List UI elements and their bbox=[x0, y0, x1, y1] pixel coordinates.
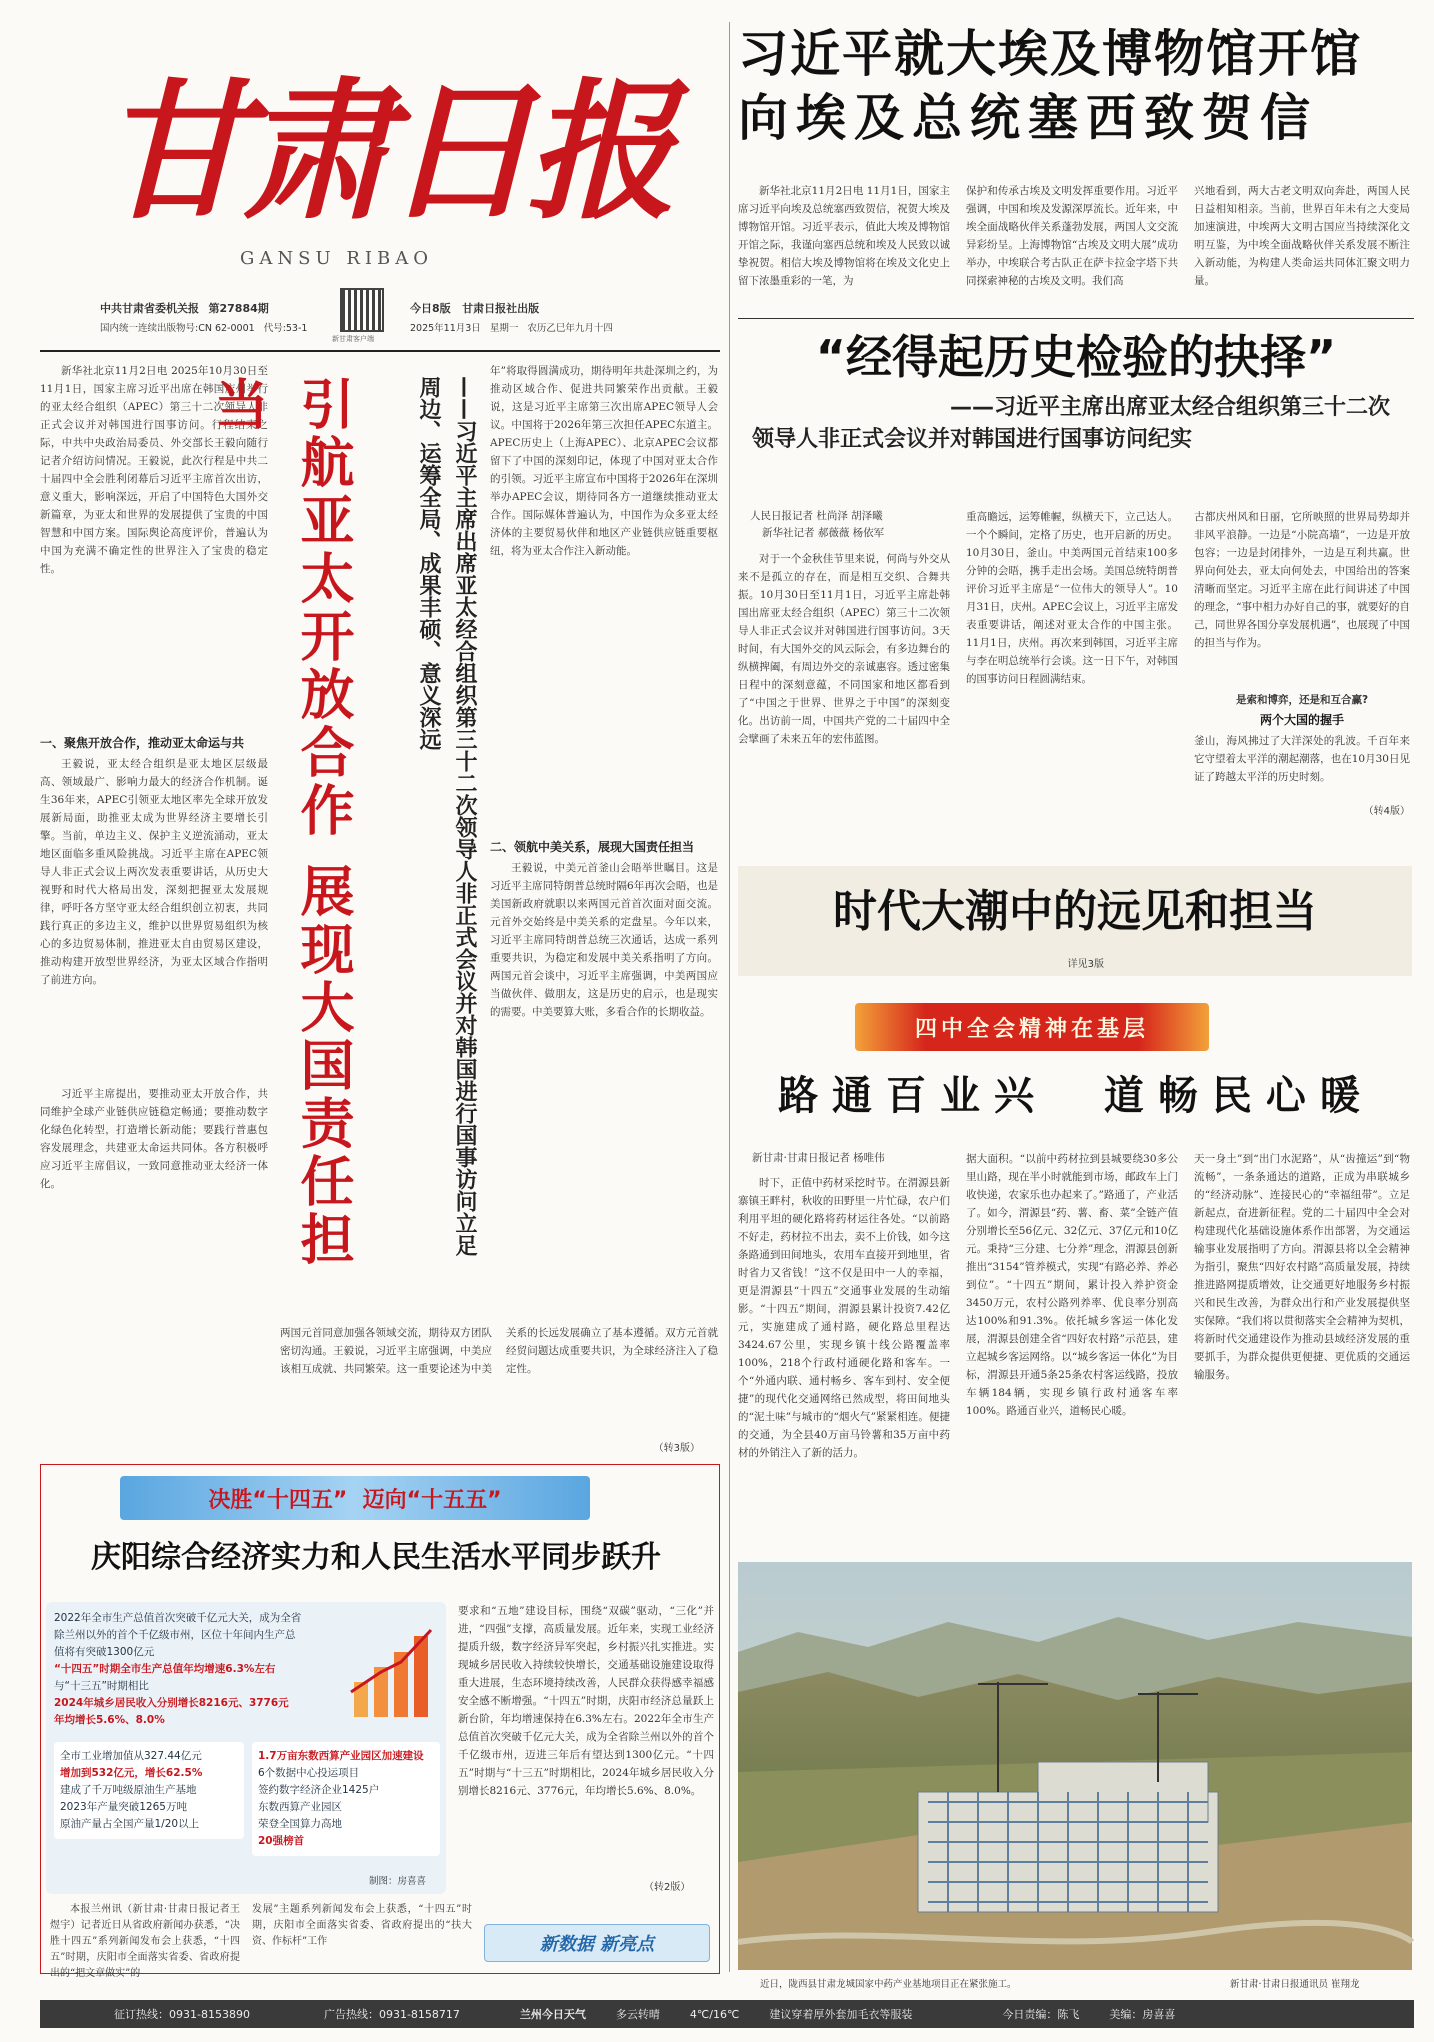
qingyang-banner bbox=[120, 1476, 590, 1520]
info-block-1 bbox=[54, 1610, 304, 1729]
info1-line-2: 与“十三五”时期相比 bbox=[54, 1680, 149, 1692]
photo-caption: 近日，陇西县甘肃龙城国家中药产业基地项目正在紧张施工。 bbox=[760, 1979, 1017, 1990]
qingyang-infographic bbox=[46, 1602, 446, 1894]
info3-line-4: 荣登全国算力高地 bbox=[258, 1818, 342, 1830]
lead-jump[interactable]: （转3版） bbox=[653, 1443, 700, 1454]
qr-caption: 新甘肃客户端 bbox=[332, 335, 374, 343]
top-story bbox=[738, 22, 1414, 312]
road-story-col-2: 据大面积。“以前中药材拉到县城要绕30多公里山路，现在半小时就能到市场，邮政车上门收快递，农家乐也办起来了。”路通了，产业活了。如今，渭源县“药、薯、畜、菜”全链产值分别增长至56亿元、32亿元、37亿元和10亿元。秉持“三分建、七分养”理念，渭源县创新推出“3154”管养模式，实现“有路必养、养必到位”。“十四五”期间，累计投入养护资金3450万元，农村公路列养率、优良率分别高达100%和91.3%。依托城乡客运一体化发展，渭源县创建全省“四好农村路”示范县，建立起城乡客运网络。以“城乡客运一体化”为目标，渭源县开通5条25条农村客运线路，投放车辆184辆，实现乡镇行政村通客车率100%。路通百业兴，道畅民心暖。 bbox=[966, 1153, 1178, 1417]
lead-col-3: 两国元首同意加强各领域交流，期待双方团队密切沟通。王毅说，习近平主席强调，中美应该相互成就、共同繁荣。这一重要论述为中美关系的长远发展确立了基本遵循。双方元首就经贸问题达成重要共识，为全球经济注入了稳定性。 bbox=[280, 1327, 718, 1375]
column-divider bbox=[729, 22, 730, 1972]
weekday: 星期一 bbox=[489, 323, 519, 334]
weather-condition: 多云转晴 bbox=[615, 2008, 660, 2021]
special-story-subheadline-1: ——习近平主席出席亚太经合组织第三十二次 bbox=[949, 395, 1390, 420]
special-story-mini-title-1: 是索和博弈，还是和互合赢? bbox=[1235, 694, 1369, 706]
page-footer bbox=[40, 2000, 1414, 2028]
lead-section-1-title: 一、聚焦开放合作，推动亚太命运与共 bbox=[40, 736, 245, 750]
qingyang-footer-col-2: 发展”主题系列新闻发布会上获悉，“十四五”时期，庆阳市全面落实省委、省政府提出的“扶大资、作标杆”工作 bbox=[252, 1904, 472, 1947]
photo-credit: 新甘肃·甘肃日报通讯员 崔翔龙 bbox=[1230, 1979, 1360, 1990]
special-story-byline-1: 人民日报记者 杜尚泽 胡泽曦 bbox=[750, 510, 883, 522]
info2-line-4: 原油产量占全国产量1/20以上 bbox=[60, 1818, 200, 1830]
special-story-col-3b: 釜山，海风拂过了大洋深处的乳波。千百年来它守望着太平洋的潮起潮落，也在10月30日见证了跨越太平洋的历史时刻。 bbox=[1194, 735, 1410, 783]
info3-line-3: 东数西算产业园区 bbox=[258, 1801, 342, 1813]
info2-line-1: 增加到532亿元，增长62.5% bbox=[60, 1767, 203, 1779]
new-data-badge[interactable] bbox=[484, 1924, 710, 1962]
commentary-ref: 详见3版 bbox=[1067, 959, 1104, 970]
weather-label: 兰州今日天气 bbox=[519, 2008, 586, 2021]
info-block-2 bbox=[54, 1742, 244, 1839]
info3-line-1: 6个数据中心投运项目 bbox=[258, 1767, 360, 1779]
postal-code: 代号:53-1 bbox=[263, 323, 308, 334]
lead-headline[interactable]: 引航亚太开放合作 展现大国责任担当 bbox=[206, 376, 355, 1269]
subscription-hotline: 征订热线：0931-8153890 bbox=[114, 2008, 250, 2021]
special-story-headline[interactable]: “经得起历史检验的抉择” bbox=[815, 330, 1337, 384]
lead-col-2: 年”将取得圆满成功，期待明年共赴深圳之约，为推动区域合作、促进共同繁荣作出贡献。王毅说，这是习近平主席第三次出席APEC领导人会议。中国将于2026年第三次担任APEC东道主。APEC历史上（上海APEC）、北京APEC会议都留下了中国的深刻印记，体现了中国对亚太合作的引领。习近平主席宣布中国将于2026年在深圳举办APEC会议，期待同各方一道继续推动亚太合作。国际媒体普遍认为，中国作为众多亚太经济体的主要贸易伙伴和地区产业链供应链重要枢纽，将为亚太合作注入新动能。 bbox=[490, 365, 718, 557]
publisher: 甘肃日报社出版 bbox=[462, 302, 540, 315]
top-story-headline-1[interactable]: 习近平就大埃及博物馆开馆 bbox=[738, 25, 1362, 83]
newspaper-logo: 甘肃日报 bbox=[100, 64, 669, 240]
lead-section-2: 王毅说，中美元首釜山会晤举世瞩目。这是习近平主席同特朗普总统时隔6年再次会晤，也是美国新政府就职以来两国元首首次面对面交流。元首外交始终是中美关系的定盘星。今年以来，习近平主席同特朗普总统三次通话，达成一系列重要共识，为稳定和发展中美关系指明了方向。两国元首会谈中，习近平主席强调，中美两国应当做伙伴、做朋友，这是历史的启示，也是现实的需要。中美要算大账，多看合作的长期收益。 bbox=[490, 862, 718, 1018]
plenum-banner-text: 四中全会精神在基层 bbox=[914, 1016, 1149, 1042]
road-story-col-1: 时下，正值中药材采挖时节。在渭源县新寨镇王畔村，秋收的田野里一片忙碌，农户们利用平坦的硬化路将药材运往各处。“以前路不好走，药材拉不出去，卖不上价钱，如今这条路通到田间地头，农用车直接开到地里，省时省力又省钱！”这不仅是田中一人的幸福，更是渭源县“十四五”交通事业发展的生动缩影。“十四五”期间，渭源县累计投资7.42亿元，实施建成了通村路，硬化路总里程达3424.67公里，实现乡镇十线公路覆盖率100%，218个行政村通硬化路和客车。一个“外通内联、通村畅乡、客车到村、安全便捷”的现代化交通网络已然成型，将田间地头的“泥土味”与城市的“烟火气”紧紧相连。便捷的交通，为全县40万亩马铃薯和35万亩中药材的外销注入了新的活力。 bbox=[738, 1177, 950, 1459]
lead-subheadline: ——习近平主席出席亚太经合组织第三十二次领导人非正式会议并对韩国进行国事访问立足周边、运筹全局、成果丰硕、意义深远 bbox=[416, 376, 477, 1256]
info-block-3 bbox=[252, 1742, 440, 1856]
masthead-divider bbox=[40, 350, 720, 352]
sponsor: 中共甘肃省委机关报 bbox=[100, 302, 199, 315]
designer: 美编：房喜喜 bbox=[1109, 2008, 1176, 2021]
special-story-subheadline-2: 领导人非正式会议并对韩国进行国事访问纪实 bbox=[752, 427, 1193, 452]
news-photo[interactable] bbox=[738, 1562, 1412, 1970]
lead-section-1: 王毅说，亚太经合组织是亚太地区层级最高、领域最广、影响力最大的经济合作机制。诞生36年来，APEC引领亚太地区率先全球开放发展新局面，助推亚太成为世界经济主要增长引擎。当前，单边主义、保护主义逆流涌动，亚太地区面临多重风险挑战。习近平主席在APEC领导人非正式会议上两次发表重要讲话，从历史大视野和时代大格局出发，深刻把握亚太发展规律，呼吁各方坚守亚太经合组织创立初衷，共同践行真正的多边主义，维护以世界贸易组织为核心的多边贸易体制，推进亚太自由贸易区建设，推动构建开放型世界经济，为亚太区域合作指明了前进方向。 bbox=[40, 758, 268, 986]
special-story-mini-title-2: 两个大国的握手 bbox=[1259, 713, 1344, 727]
special-story-col-3: 古都庆州风和日丽，它所映照的世界局势却并非风平浪静。一边是“小院高墙”，一边是开放包容；一边是封闭排外，一边是互利共赢。世界向何处去，亚太向何处去，中国给出的答案清晰而坚定。习近平主席在此行间讲述了中国的理念，“事中相力办好自己的事，就要好的自己，同世界各国分享发展机遇”，也展现了中国的担当与作为。 bbox=[1194, 511, 1410, 649]
road-story-headline[interactable]: 路通百业兴 道畅民心暖 bbox=[778, 1072, 1374, 1119]
issue-number: 第27884期 bbox=[208, 302, 269, 315]
issue-date: 2025年11月3日 bbox=[410, 323, 481, 334]
info1-line-0: 2022年全市生产总值首次突破千亿元大关，成为全省除兰州以外的首个千亿级市州，区位十年间内生产总值将有突破1300亿元 bbox=[54, 1612, 302, 1658]
special-story-byline-2: 新华社记者 郝薇薇 杨依军 bbox=[762, 527, 885, 539]
plenum-banner bbox=[855, 1003, 1209, 1051]
top-story-headline-2[interactable]: 向埃及总统塞西致贺信 bbox=[738, 89, 1318, 147]
qingyang-headline[interactable]: 庆阳综合经济实力和人民生活水平同步跃升 bbox=[91, 1540, 661, 1575]
info1-line-3: 2024年城乡居民收入分别增长8216元、3776元 bbox=[54, 1697, 289, 1709]
qingyang-body: 要求和“五地”建设目标，围绕“双碳”驱动，“三化”并进，“四强”支撑，高质量发展。近年来，实现工业经济提质升级，数字经济异军突起，乡村振兴扎实推进。实现城乡居民收入持续较快增长，交通基础设施建设取得重大进展，生态环境持续改善，人民群众获得感幸福感安全感不断增强。“十四五”时期，庆阳市经济总量跃上新台阶，年均增速保持在6.3%左右。2022年全市生产总值首次突破千亿元大关，成为全省除兰州以外的首个千亿级市州，迈进三年后有望达到1300亿元。“十四五”时期与“十三五”时期相比，2024年城乡居民收入分别增长8216元、3776元，年均增长5.6%、8.0%。 bbox=[458, 1605, 714, 1797]
lead-section-2-title: 二、领航中美关系，展现大国责任担当 bbox=[490, 840, 695, 854]
construction-site-photo bbox=[738, 1562, 1412, 1970]
lead-story bbox=[40, 362, 720, 1454]
special-story bbox=[738, 326, 1414, 826]
new-data-text: 新数据 新亮点 bbox=[539, 1934, 655, 1955]
lunar-date: 农历乙巳年九月十四 bbox=[527, 323, 613, 334]
editor: 今日责编：陈飞 bbox=[1002, 2008, 1080, 2021]
qingyang-banner-text: 决胜“十四五” 迈向“十五五” bbox=[208, 1487, 502, 1513]
top-story-divider bbox=[738, 318, 1414, 319]
advertising-hotline: 广告热线：0931-8158717 bbox=[323, 2008, 460, 2021]
qingyang-footer-text: 本报兰州讯（新甘肃·甘肃日报记者王煜宇）记者近日从省政府新闻办获悉，“决胜十四五”系列新闻发布会上获悉，“十四五”时期，庆阳市全面落实省委、省政府提出的“把文章做实”的 bbox=[50, 1904, 240, 1979]
qr-code[interactable] bbox=[340, 288, 384, 332]
road-story-col-3: 天一身土”到“出门水泥路”，从“齿撞运”到“物流畅”，一条条通达的道路，正成为串联城乡的“经济动脉”、连接民心的“幸福纽带”。立足新起点，奋进新征程。党的二十届四中全会对构建现代化基础设施体系作出部署，为交通运输事业发展指明了方向。渭源县将以全会精神为指引，聚焦“四好农村路”高质量发展，持续推进路网提质增效，让交通更好地服务乡村振兴和民生改善，为群众出行和产业发展提供坚实保障。“我们将以贯彻落实全会精神为契机，将新时代交通建设作为推动县域经济发展的重要抓手，为群众提供更便捷、更优质的交通运输服务。 bbox=[1194, 1153, 1410, 1381]
commentary-headline[interactable]: 时代大潮中的远见和担当 bbox=[833, 886, 1317, 937]
info2-line-3: 2023年产量突破1265万吨 bbox=[60, 1801, 187, 1813]
top-story-col-1: 新华社北京11月2日电 11月1日，国家主席习近平向埃及总统塞西致贺信，祝贺大埃及博物馆开馆。习近平表示，值此大埃及博物馆开馆之际，我谨向塞西总统和埃及人民致以诚挚祝贺。相信大埃及博物馆将在埃及文化史上留下浓墨重彩的一笔，为 bbox=[738, 185, 950, 287]
newspaper-pinyin: GANSU RIBAO bbox=[240, 248, 433, 269]
road-story-byline: 新甘肃·甘肃日报记者 杨唯伟 bbox=[752, 1152, 885, 1164]
cn-number: 国内统一连续出版物号:CN 62-0001 bbox=[100, 323, 255, 334]
masthead-info bbox=[100, 300, 720, 344]
info2-line-2: 建成了千万吨级原油生产基地 bbox=[60, 1784, 197, 1796]
edition-count: 今日8版 bbox=[410, 302, 451, 315]
top-story-col-3: 兴地看到，两大古老文明双向奔赴，两国人民日益相知相亲。当前，世界百年未有之大变局加速演进，中埃两大文明古国应当持续深化文明互鉴，为中埃全面战略伙伴关系发展不断注入新动能，为构建人类命运共同体汇聚文明力量。 bbox=[1194, 185, 1410, 287]
lead-section-1b: 习近平主席提出，要推动亚太开放合作，共同维护全球产业链供应链稳定畅通；要推动数字化绿色化转型，打造增长新动能；要践行普惠包容发展理念，共建亚太命运共同体。各方积极呼应习近平主席倡议，一致同意推动亚太经济一体化。 bbox=[40, 1088, 268, 1190]
info-credit: 制图：房喜喜 bbox=[368, 1876, 426, 1887]
commentary-box[interactable] bbox=[738, 866, 1412, 976]
info1-line-1: “十四五”时期全市生产总值年均增速6.3%左右 bbox=[54, 1663, 276, 1675]
special-story-jump[interactable]: （转4版） bbox=[1363, 806, 1410, 817]
weather-temperature: 4℃/16℃ bbox=[689, 2007, 740, 2021]
special-story-col-2: 重高瞻远，运筹帷幄，纵横天下，立己达人。一个个瞬间，定格了历史，也开启新的历史。10月30日，釜山。中美两国元首结束100多分钟的会晤，携手走出会场。美国总统特朗普评价习近平主席是“一位伟大的领导人”。10月31日，庆州。APEC会议上，习近平主席发表重要讲话，阐述对亚太合作的中国主张。11月1日，庆州。再次来到韩国，习近平主席与李在明总统举行会谈。这一日下午，对韩国的国事访问日程圆满结束。 bbox=[966, 511, 1178, 685]
qingyang-jump[interactable]: （转2版） bbox=[644, 1882, 691, 1893]
clothing-advice: 建议穿着厚外套加毛衣等服装 bbox=[769, 2008, 913, 2021]
info3-line-5: 20强榜首 bbox=[258, 1835, 305, 1847]
info2-line-0: 全市工业增加值从327.44亿元 bbox=[60, 1750, 202, 1762]
top-story-col-2: 保护和传承古埃及文明发挥重要作用。习近平强调，中国和埃及发源深厚流长。近年来，中埃全面战略伙伴关系蓬勃发展，两国人文交流异彩纷呈。上海博物馆“古埃及文明大展”成功举办，中埃联合考古队正在萨卡拉金字塔下共同探索神秘的古埃及文明。我们高 bbox=[966, 185, 1178, 287]
info1-line-4: 年均增长5.6%、8.0% bbox=[54, 1714, 165, 1726]
growth-chart-icon bbox=[346, 1622, 436, 1722]
special-story-col-1: 对于一个金秋佳节里来说，何尚与外交从来不是孤立的存在，而是相互交织、合舞共振。10月30日至11月1日，习近平主席赴韩国出席亚太经合组织（APEC）第三十二次领导人非正式会议并对韩国进行国事访问。3天时间，有大国外交的风云际会，有多边舞台的纵横捭阖，有周边外交的亲诚惠容。透过密集日程中的深刻意蕴，不同国家和地区都看到了“中国之于世界、世界之于中国”的深刻变化。出访前一周，中国共产党的二十届四中全会擘画了未来五年的宏伟蓝图。 bbox=[738, 553, 950, 745]
info3-line-2: 签约数字经济企业1425户 bbox=[258, 1784, 380, 1796]
lead-intro: 新华社北京11月2日电 2025年10月30日至11月1日，国家主席习近平出席在韩国庆州举行的亚太经合组织（APEC）第三十二次领导人非正式会议并对韩国进行国事访问。行程结束之际，中共中央政治局委员、外交部长王毅向随行记者介绍访问情况。王毅说，此次行程是中共二十届四中全会胜利闭幕后习近平主席首次出访，意义重大，影响深远，开启了中国特色大国外交新篇章，为亚太和世界的发展提供了宝贵的中国智慧和中国方案。国际舆论高度评价，普遍认为中国为充满不确定性的世界注入了宝贵的稳定性。 bbox=[40, 365, 268, 575]
info3-line-0: 1.7万亩东数西算产业园区加速建设 bbox=[258, 1750, 424, 1762]
road-story bbox=[738, 1068, 1414, 1538]
